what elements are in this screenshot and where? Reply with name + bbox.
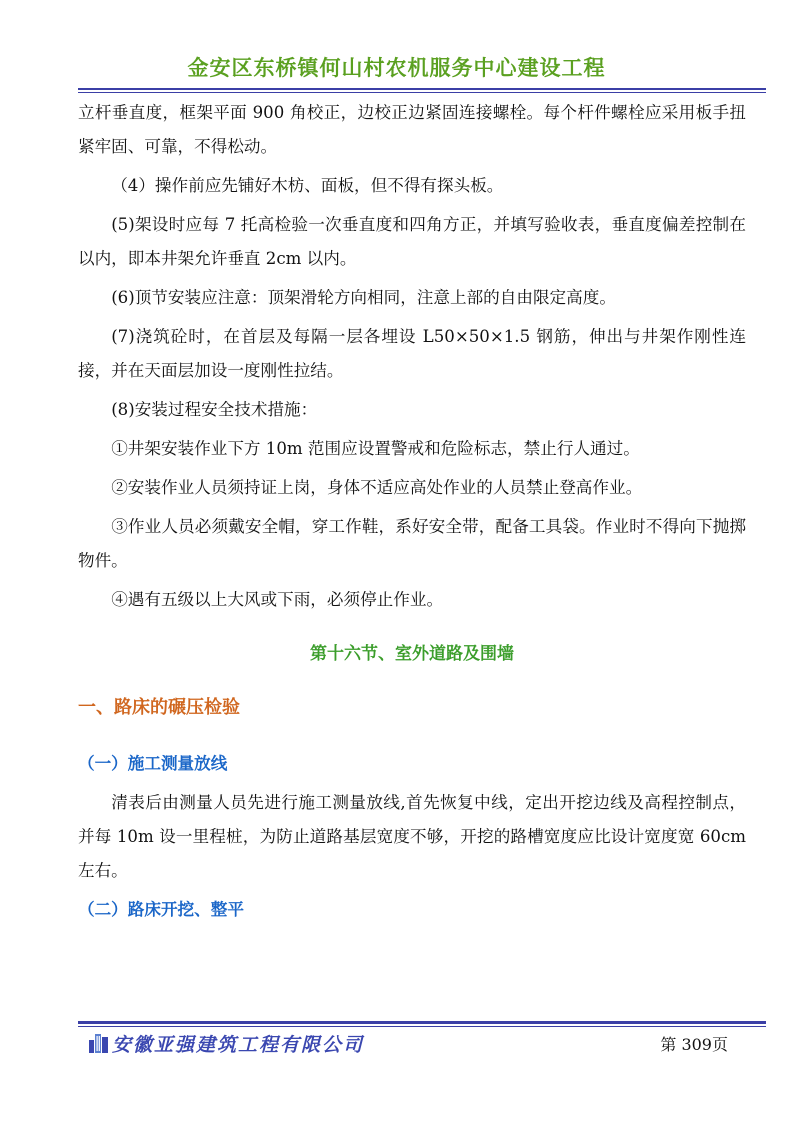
paragraph-item-8: (8)安装过程安全技术措施：	[111, 400, 318, 419]
heading-level-2-survey: （一）施工测量放线	[78, 754, 228, 773]
paragraph-item-6: (6)顶节安装应注意：顶架滑轮方向相同，注意上部的自由限定高度。	[111, 288, 616, 307]
paragraph-item-4: （4）操作前应先铺好木枋、面板，但不得有探头板。	[111, 176, 504, 195]
heading-level-1: 一、路床的碾压检验	[78, 697, 240, 718]
safety-measure-3: ③作业人员必须戴安全帽，穿工作鞋，系好安全带，配备工具袋。作业时不得向下抛掷物件。	[78, 517, 746, 570]
paragraph-survey: 清表后由测量人员先进行施工测量放线,首先恢复中线，定出开挖边线及高程控制点，并每 10m 设一里程桩，为防止道路基层宽度不够，开挖的路槽宽度应比设计宽度宽 60cm 左右。	[78, 793, 746, 880]
safety-measure-4: ④遇有五级以上大风或下雨，必须停止作业。	[111, 590, 444, 609]
page-number: 第 309页	[660, 1035, 728, 1054]
document-footer	[88, 1028, 728, 1056]
header-rule-thick	[78, 88, 766, 90]
header-rule-thin	[78, 92, 766, 93]
safety-measure-2: ②安装作业人员须持证上岗，身体不适应高处作业的人员禁止登高作业。	[111, 478, 643, 497]
document-header-title: 金安区东桥镇何山村农机服务中心建设工程	[187, 56, 606, 80]
heading-level-2-excavation: （二）路床开挖、整平	[78, 900, 244, 919]
safety-measure-1: ①井架安装作业下方 10m 范围应设置警戒和危险标志，禁止行人通过。	[111, 439, 640, 458]
paragraph-continuation: 立杆垂直度，框架平面 900 角校正，边校正边紧固连接螺栓。每个杆件螺栓应采用板手扭紧牢固、可靠，不得松动。	[78, 103, 746, 156]
document-body	[78, 96, 746, 927]
footer-rule-thick	[78, 1021, 766, 1024]
paragraph-item-7: (7)浇筑砼时，在首层及每隔一层各埋设 L50×50×1.5 钢筋，伸出与井架作刚性连接，并在天面层加设一度刚性拉结。	[78, 327, 746, 380]
company-name: 安徽亚强建筑工程有限公司	[112, 1034, 365, 1056]
paragraph-item-5: (5)架设时应每 7 托高检验一次垂直度和四角方正，并填写验收表，垂直度偏差控制在以内，即本井架允许垂直 2cm 以内。	[78, 215, 746, 268]
building-logo-icon	[88, 1031, 110, 1053]
section-title: 第十六节、室外道路及围墙	[310, 644, 514, 664]
footer-rule-thin	[78, 1026, 766, 1027]
